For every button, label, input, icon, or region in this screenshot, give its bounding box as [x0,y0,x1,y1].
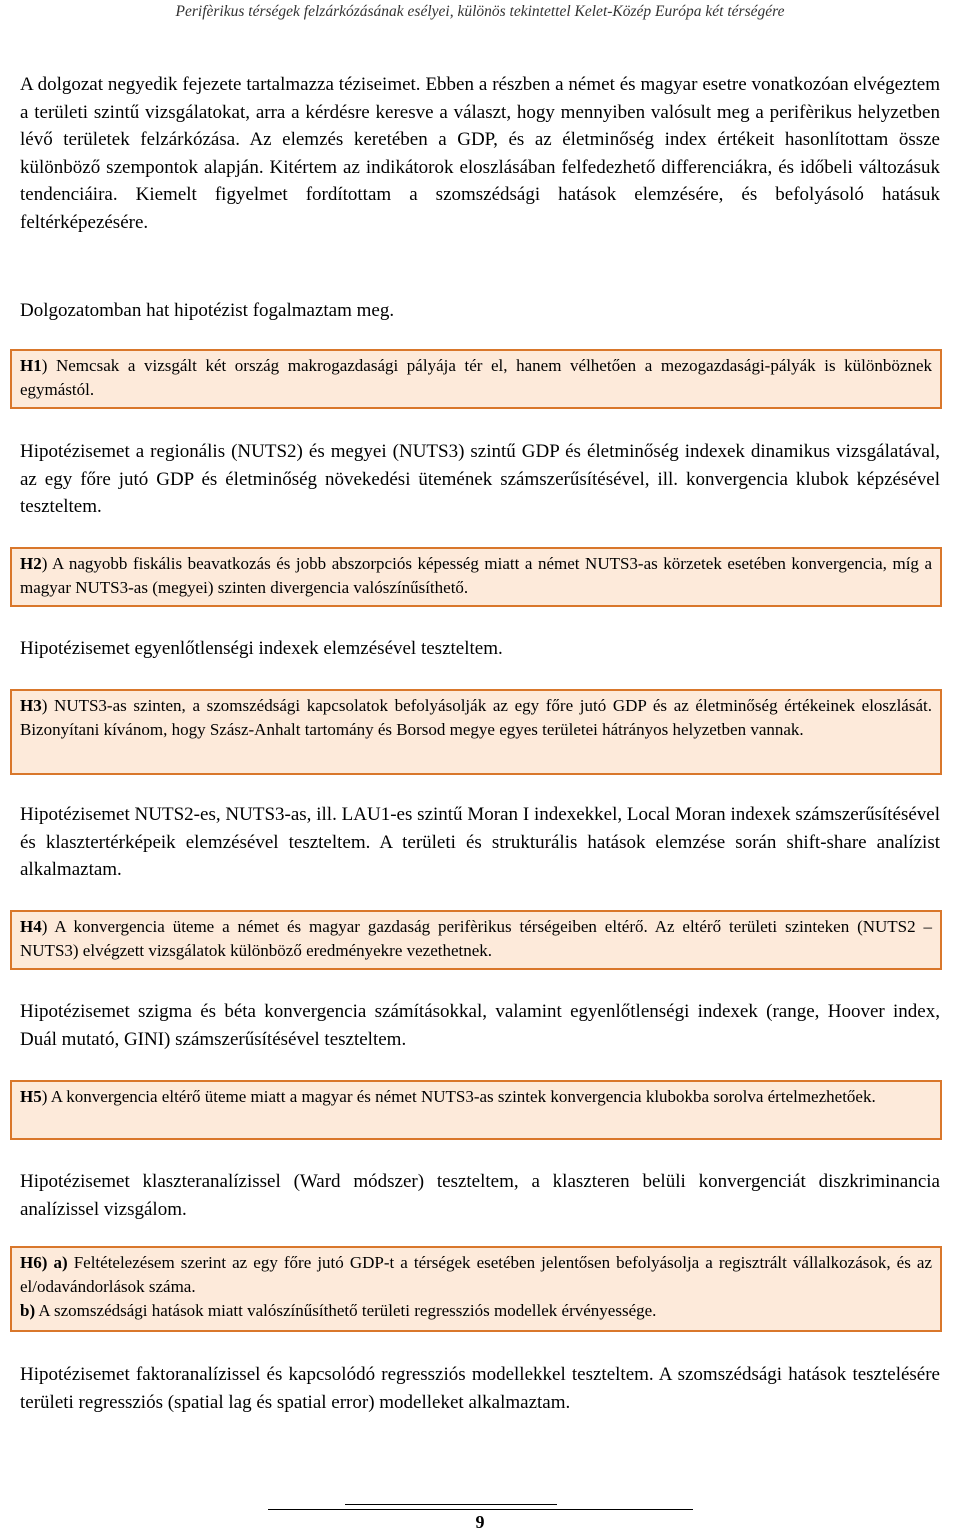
hypothesis-subtag-a-label: a) [53,1253,68,1272]
test-paragraph-h2: Hipotézisemet egyenlőtlenségi indexek elemzésével teszteltem. [20,638,503,659]
hypothesis-box-h6 [10,1246,942,1332]
footer-divider-short [345,1504,557,1505]
test-paragraph-h3: Hipotézisemet NUTS2-es, NUTS3-as, ill. LAU1-es szintű Moran I indexekkel, Local Moran indexek számszerűsítésével és klasztertérképeik elemzésével teszteltem. A területi és strukturális hatások elemzése során shift-share analízist alkalmaztam. [20,804,940,881]
footer-divider-long [268,1509,693,1510]
running-header: Perifèrikus térségek felzárkózásának esélyei, különös tekintettel Kelet-Közép Európa két térségére [175,3,785,20]
test-paragraph-h6: Hipotézisemet faktoranalízissel és kapcsolódó regressziós modellekkel teszteltem. A szomszédsági hatások tesztelésére területi regressziós (spatial lag és spatial error) modelleket alkalmaztam. [20,1364,940,1413]
hypothesis-h6-part-a [20,1251,932,1299]
hypothesis-text: ) A konvergencia eltérő üteme miatt a magyar és német NUTS3-as szintek konvergencia klubokba sorolva értelmezhetőek. [41,1087,876,1106]
hypothesis-text: ) Nemcsak a vizsgált két ország makrogazdasági pályája tér el, hanem vélhetően a mezogazdasági-pályák is különböznek egymástól. [20,356,932,399]
hypothesis-tag: H6 [20,1253,42,1272]
hypothesis-box-h3 [10,689,942,775]
test-paragraph-h1: Hipotézisemet a regionális (NUTS2) és megyei (NUTS3) szintű GDP és életminőség indexek dinamikus vizsgálatával, az egy főre jutó GDP és életminőség növekedési ütemének számszerűsítésével, ill. konvergencia klubok képzésével teszteltem. [20,441,940,518]
hypothesis-tag: H3 [20,696,42,715]
hypothesis-box-h5 [10,1080,942,1140]
hypothesis-count-paragraph: Dolgozatomban hat hipotézist fogalmaztam meg. [20,300,395,321]
test-paragraph-h5: Hipotézisemet klaszteranalízissel (Ward módszer) teszteltem, a klaszteren belüli konvergenciát diszkriminancia analízissel vizsgálom. [20,1171,940,1220]
hypothesis-tag: H4 [20,917,42,936]
hypothesis-subtag-a: ) [41,1253,54,1272]
hypothesis-text: ) NUTS3-as szinten, a szomszédsági kapcsolatok befolyásolják az egy főre jutó GDP és az életminőség értékeinek eloszlását. Bizonyítani kívánom, hogy Szász-Anhalt tartomány és Borsod megye egyes területei hátrányos helyzetben vannak. [20,696,932,739]
test-paragraph-h4: Hipotézisemet szigma és béta konvergencia számításokkal, valamint egyenlőtlenségi indexek (range, Hoover index, Duál mutató, GINI) számszerűsítésével teszteltem. [20,1001,940,1050]
hypothesis-text: ) A nagyobb fiskális beavatkozás és jobb abszorpciós képesség miatt a német NUTS3-as körzetek esetében konvergencia, míg a magyar NUTS3-as (megyei) szinten divergencia valószínűsíthető. [20,554,932,597]
hypothesis-tag: H5 [20,1087,42,1106]
hypothesis-box-h4 [10,910,942,970]
hypothesis-text-b: A szomszédsági hatások miatt valószínűsíthető területi regressziós modellek érvényessége. [35,1301,657,1320]
hypothesis-box-h1 [10,349,942,409]
hypothesis-text: ) A konvergencia üteme a német és magyar gazdaság perifèrikus térségeiben eltérő. Az eltérő területi szinteken (NUTS2 – NUTS3) elvégzett vizsgálatok különböző eredményekre vezethetnek. [20,917,932,960]
hypothesis-h6-part-b [20,1299,932,1323]
page-number: 9 [475,1512,485,1532]
hypothesis-box-h2 [10,547,942,607]
hypothesis-tag: H1 [20,356,42,375]
hypothesis-text-a: Feltételezésem szerint az egy főre jutó GDP-t a térségek esetében jelentősen befolyásolja a regisztrált vállalkozások, és az el/odavándorlások száma. [20,1253,932,1296]
hypothesis-subtag-b-label: b) [20,1301,36,1320]
hypothesis-tag: H2 [20,554,42,573]
intro-paragraph: A dolgozat negyedik fejezete tartalmazza téziseimet. Ebben a részben a német és magyar esetre vonatkozóan elvégeztem a területi szintű vizsgálatokat, arra a kérdésre keresve a választ, hogy mennyiben valósult meg a perifèrikus helyzetben lévő területek felzárkózása. Az elemzés keretében a GDP, és az életminőség index értékeit hasonlítottam össze különböző szempontok alapján. Kitértem az indikátorok eloszlásában felfedezhető differenciákra, és időbeli változásuk tendenciáira. Kiemelt figyelmet fordítottam a szomszédsági hatások elemzésére, és befolyásoló hatásuk feltérképezésére. [20,74,940,233]
